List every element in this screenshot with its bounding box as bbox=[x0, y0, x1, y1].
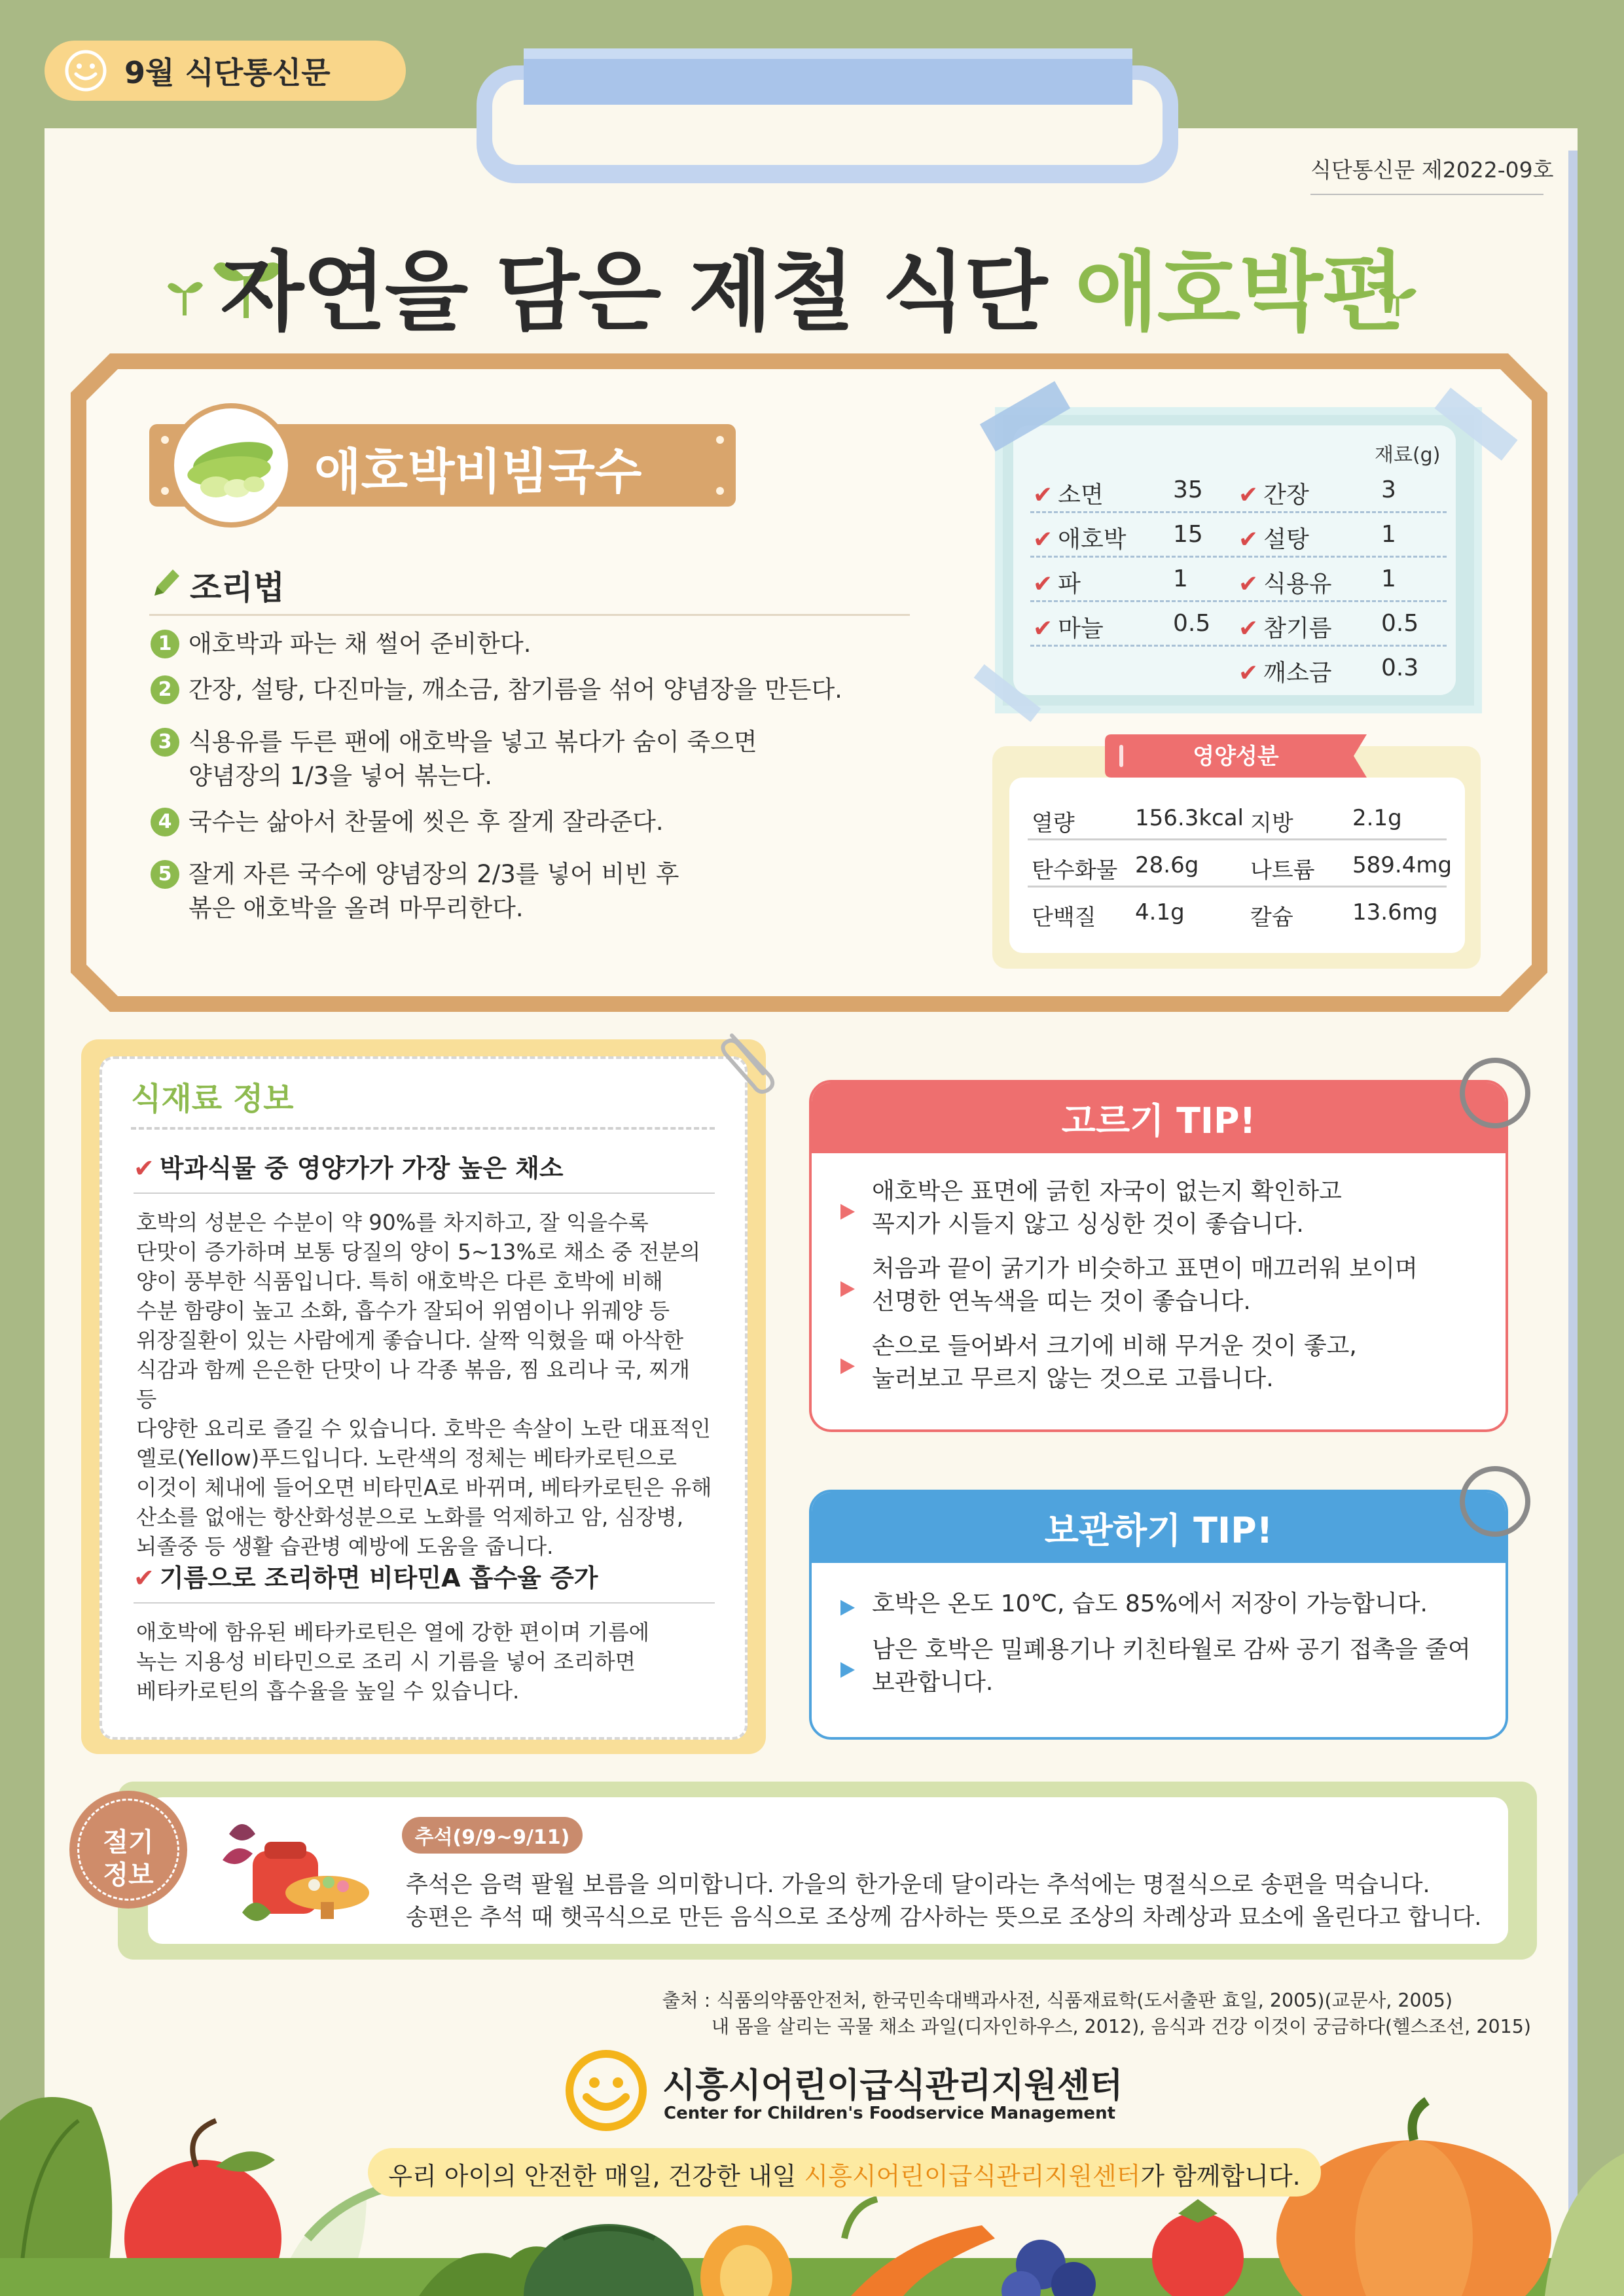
recipe-step bbox=[151, 725, 757, 793]
pencil-icon bbox=[149, 567, 181, 600]
tip-text: 남은 호박은 밀폐용기나 키친타월로 감싸 공기 접촉을 줄여 bbox=[872, 1636, 1471, 1663]
tip-text: 선명한 연녹색을 띠는 것이 좋습니다. bbox=[872, 1288, 1251, 1315]
check-icon: ✔ bbox=[134, 1564, 154, 1592]
info-line: 녹는 지용성 비타민으로 조리 시 기름을 넣어 조리하면 bbox=[136, 1649, 636, 1674]
newsletter-badge bbox=[45, 41, 406, 101]
store-tip-title: 보관하기 TIP! bbox=[812, 1492, 1506, 1563]
season-badge-label bbox=[69, 1826, 187, 1892]
triangle-bullet-icon bbox=[838, 1183, 857, 1241]
ingredient-unit: 재료(g) bbox=[1375, 444, 1441, 467]
chuseok-date-pill: 추석(9/9~9/11) bbox=[402, 1817, 583, 1854]
ingredient-name: 파 bbox=[1058, 571, 1081, 598]
ingredient-amount: 1 bbox=[1173, 565, 1188, 592]
check-icon: ✔ bbox=[1033, 482, 1053, 509]
ingredient-row bbox=[1030, 647, 1447, 691]
tip-text: 손으로 들어봐서 크기에 비해 무거운 것이 좋고, bbox=[872, 1333, 1357, 1359]
info-subheading bbox=[134, 1558, 598, 1594]
zucchini-icon bbox=[174, 408, 288, 522]
howto-title: 조리법 bbox=[190, 569, 285, 607]
ingredient-amount: 0.5 bbox=[1173, 610, 1211, 637]
step-number: 5 bbox=[151, 860, 179, 889]
step-text: 애호박과 파는 채 썰어 준비한다. bbox=[189, 630, 532, 658]
check-icon: ✔ bbox=[1238, 660, 1259, 687]
tip-text: 호박은 온도 10℃, 습도 85%에서 저장이 가능합니다. bbox=[872, 1590, 1428, 1617]
info-line: 호박의 성분은 수분이 약 90%를 차지하고, 잘 익을수록 bbox=[136, 1210, 649, 1235]
recipe-step bbox=[151, 673, 842, 707]
nutrient-value: 2.1g bbox=[1352, 805, 1402, 831]
info-subheading bbox=[134, 1148, 564, 1184]
nutrient-name: 열량 bbox=[1032, 810, 1075, 836]
step-number: 1 bbox=[151, 630, 179, 658]
ingredient-name: 마늘 bbox=[1058, 615, 1104, 642]
slogan-text: 가 함께합니다. bbox=[1140, 2162, 1301, 2191]
paper-edge bbox=[1568, 151, 1578, 2296]
zucchini-image bbox=[169, 403, 293, 528]
ring-icon bbox=[1457, 1463, 1533, 1539]
info-paragraph bbox=[136, 1618, 712, 1706]
triangle-bullet-icon bbox=[838, 1595, 857, 1621]
org-name-korean: 시흥시어린이급식관리지원센터 bbox=[662, 2066, 1123, 2106]
choose-tip-item bbox=[838, 1330, 1357, 1395]
ingredient-amount: 0.3 bbox=[1381, 655, 1419, 681]
recipe-name: 애호박비빔국수 bbox=[314, 444, 642, 500]
sources-line: 내 몸을 살리는 곡물 채소 과일(디자인하우스, 2012), 음식과 건강 이것이 궁금하다(헬스조선, 2015) bbox=[711, 2016, 1531, 2037]
ingredient-row bbox=[1030, 602, 1447, 647]
check-icon: ✔ bbox=[1238, 615, 1259, 642]
tip-text: 보관합니다. bbox=[872, 1669, 994, 1696]
nutrient-name: 칼슘 bbox=[1250, 905, 1293, 931]
ring-icon bbox=[1457, 1055, 1533, 1131]
info-title: 식재료 정보 bbox=[131, 1081, 294, 1117]
ingredient-row bbox=[1030, 558, 1447, 602]
step-number: 3 bbox=[151, 728, 179, 757]
triangle-bullet-icon bbox=[838, 1337, 857, 1395]
season-label-line: 절기 bbox=[103, 1827, 154, 1857]
nutrition-row bbox=[1028, 793, 1447, 840]
step-text: 식용유를 두른 팬에 애호박을 넣고 볶다가 숨이 죽으면 bbox=[189, 728, 757, 756]
nutrient-name: 단백질 bbox=[1032, 905, 1096, 931]
store-tip-item bbox=[838, 1588, 1428, 1621]
slogan-org: 시흥시어린이급식관리지원센터 bbox=[804, 2162, 1141, 2191]
step-text: 양념장의 1/3을 넣어 볶는다. bbox=[189, 762, 493, 790]
ingredient-name: 깨소금 bbox=[1263, 660, 1332, 687]
tip-text: 꼭지가 시들지 않고 싱싱한 것이 좋습니다. bbox=[872, 1211, 1304, 1238]
check-icon: ✔ bbox=[1238, 571, 1259, 598]
ingredient-name: 간장 bbox=[1263, 482, 1309, 509]
howto-divider bbox=[149, 614, 910, 616]
step-number: 4 bbox=[151, 808, 179, 836]
title-main: 자연을 담은 제철 식단 bbox=[220, 242, 1075, 343]
choose-tip-item bbox=[838, 1253, 1418, 1318]
nutrition-title: 영양성분 bbox=[1193, 744, 1279, 770]
check-icon: ✔ bbox=[134, 1154, 154, 1183]
info-subheading-text: 기름으로 조리하면 비타민A 흡수율 증가 bbox=[159, 1564, 598, 1592]
season-label-line: 정보 bbox=[103, 1860, 154, 1890]
choose-tip-item bbox=[838, 1175, 1342, 1241]
check-icon: ✔ bbox=[1033, 615, 1053, 642]
info-line: 양이 풍부한 식품입니다. 특히 애호박은 다른 호박에 비해 bbox=[136, 1269, 663, 1294]
triangle-bullet-icon bbox=[838, 1641, 857, 1699]
tip-text: 눌러보고 무르지 않는 것으로 고릅니다. bbox=[872, 1365, 1274, 1392]
info-subheading-text: 박과식물 중 영양가가 가장 높은 채소 bbox=[159, 1154, 564, 1183]
step-text: 국수는 삶아서 찬물에 씻은 후 잘게 잘라준다. bbox=[189, 808, 664, 836]
smile-logo-icon bbox=[64, 49, 107, 92]
info-line: 위장질환이 있는 사람에게 좋습니다. 살짝 익혔을 때 아삭한 bbox=[136, 1328, 684, 1353]
info-subheading-line bbox=[134, 1602, 715, 1604]
recipe-step bbox=[151, 627, 531, 661]
recipe-step bbox=[151, 805, 664, 839]
info-line: 이것이 체내에 들어오면 비타민A로 바뀌며, 베타카로틴은 유해 bbox=[136, 1475, 712, 1500]
tip-text: 애호박은 표면에 긁힌 자국이 없는지 확인하고 bbox=[872, 1178, 1342, 1205]
nutrient-value: 13.6mg bbox=[1352, 899, 1438, 925]
check-icon: ✔ bbox=[1033, 571, 1053, 598]
title-highlight: 애호박편 bbox=[1075, 242, 1404, 343]
issue-number: 식단통신문 제2022-09호 bbox=[1310, 157, 1554, 183]
ingredient-row bbox=[1030, 513, 1447, 558]
nutrient-value: 28.6g bbox=[1135, 852, 1199, 878]
sources-line: 출처 : 식품의약품안전처, 한국민속대백과사전, 식품재료학(도서출판 효일, 2005)(교문사, 2005) bbox=[662, 1990, 1453, 2011]
nutrient-name: 탄수화물 bbox=[1032, 857, 1118, 884]
triangle-bullet-icon bbox=[838, 1260, 857, 1318]
recipe-step bbox=[151, 857, 679, 925]
clipboard-clip bbox=[470, 39, 1185, 191]
info-line: 옐로(Yellow)푸드입니다. 노란색의 정체는 베타카로틴으로 bbox=[136, 1446, 677, 1471]
ingredient-amount: 1 bbox=[1381, 521, 1396, 548]
ingredient-amount: 15 bbox=[1173, 521, 1203, 548]
info-paragraph bbox=[136, 1208, 712, 1562]
ingredient-amount: 1 bbox=[1381, 565, 1396, 592]
info-line: 뇌졸중 등 생활 습관병 예방에 도움을 줍니다. bbox=[136, 1534, 554, 1559]
nutrient-value: 4.1g bbox=[1135, 899, 1185, 925]
step-number: 2 bbox=[151, 675, 179, 704]
store-tip-item bbox=[838, 1634, 1471, 1699]
center-logo-icon bbox=[564, 2049, 648, 2132]
info-line: 애호박에 함유된 베타카로틴은 열에 강한 편이며 기름에 bbox=[136, 1620, 650, 1645]
slogan-text: 우리 아이의 안전한 매일, 건강한 내일 bbox=[388, 2162, 804, 2191]
ingredient-name: 참기름 bbox=[1263, 615, 1332, 642]
tip-text: 처음과 끝이 굵기가 비슷하고 표면이 매끄러워 보이며 bbox=[872, 1255, 1418, 1282]
ingredient-name: 설탕 bbox=[1263, 526, 1309, 553]
nutrient-name: 나트륨 bbox=[1250, 857, 1315, 884]
step-text: 볶은 애호박을 올려 마무리한다. bbox=[189, 894, 524, 922]
nutrition-row bbox=[1028, 888, 1447, 935]
info-line: 수분 함량이 높고 소화, 흡수가 잘되어 위염이나 위궤양 등 bbox=[136, 1299, 670, 1323]
paperclip-icon bbox=[719, 1026, 779, 1094]
info-line: 다양한 요리로 즐길 수 있습니다. 호박은 속살이 노란 대표적인 bbox=[136, 1416, 711, 1441]
season-text: 송편은 추석 때 햇곡식으로 만든 음식으로 조상께 감사하는 뜻으로 조상의 차례상과 묘소에 올린다고 합니다. bbox=[406, 1905, 1482, 1931]
info-line: 산소를 없애는 항산화성분으로 노화를 억제하고 암, 심장병, bbox=[136, 1505, 684, 1530]
issue-underline bbox=[1310, 194, 1543, 195]
choose-tip-title: 고르기 TIP! bbox=[812, 1083, 1506, 1153]
info-divider bbox=[131, 1127, 715, 1130]
chuseok-food-illustration bbox=[216, 1814, 386, 1932]
season-text: 추석은 음력 팔월 보름을 의미합니다. 가을의 한가운데 달이라는 추석에는 명절식으로 송편을 먹습니다. bbox=[406, 1872, 1430, 1898]
org-name-english: Center for Children's Foodservice Management bbox=[664, 2104, 1116, 2123]
check-icon: ✔ bbox=[1033, 526, 1053, 553]
info-subheading-line bbox=[134, 1193, 715, 1194]
slogan bbox=[368, 2156, 1321, 2192]
ingredient-name: 식용유 bbox=[1263, 571, 1332, 598]
info-line: 단맛이 증가하며 보통 당질의 양이 5~13%로 채소 중 전분의 bbox=[136, 1240, 701, 1265]
nutrient-value: 156.3kcal bbox=[1135, 805, 1244, 831]
info-line: 베타카로틴의 흡수율을 높일 수 있습니다. bbox=[136, 1679, 520, 1704]
ingredient-row bbox=[1030, 469, 1447, 513]
badge-label: 9월 식단통신문 bbox=[124, 55, 331, 90]
ingredient-name: 애호박 bbox=[1058, 526, 1127, 553]
info-line: 식감과 함께 은은한 단맛이 나 각종 볶음, 찜 요리나 국, 찌개 등 bbox=[136, 1357, 691, 1412]
ingredient-amount: 3 bbox=[1381, 476, 1396, 503]
nutrient-name: 지방 bbox=[1250, 810, 1293, 836]
nutrition-row bbox=[1028, 840, 1453, 888]
ingredient-amount: 0.5 bbox=[1381, 610, 1419, 637]
check-icon: ✔ bbox=[1238, 482, 1259, 509]
nutrient-value: 589.4mg bbox=[1352, 852, 1453, 878]
page-title bbox=[0, 223, 1624, 347]
ingredient-name: 소면 bbox=[1058, 482, 1104, 509]
step-text: 간장, 설탕, 다진마늘, 깨소금, 참기름을 섞어 양념장을 만든다. bbox=[189, 675, 842, 704]
check-icon: ✔ bbox=[1238, 526, 1259, 553]
ingredient-amount: 35 bbox=[1173, 476, 1203, 503]
step-text: 잘게 자른 국수에 양념장의 2/3를 넣어 비빈 후 bbox=[189, 860, 679, 888]
